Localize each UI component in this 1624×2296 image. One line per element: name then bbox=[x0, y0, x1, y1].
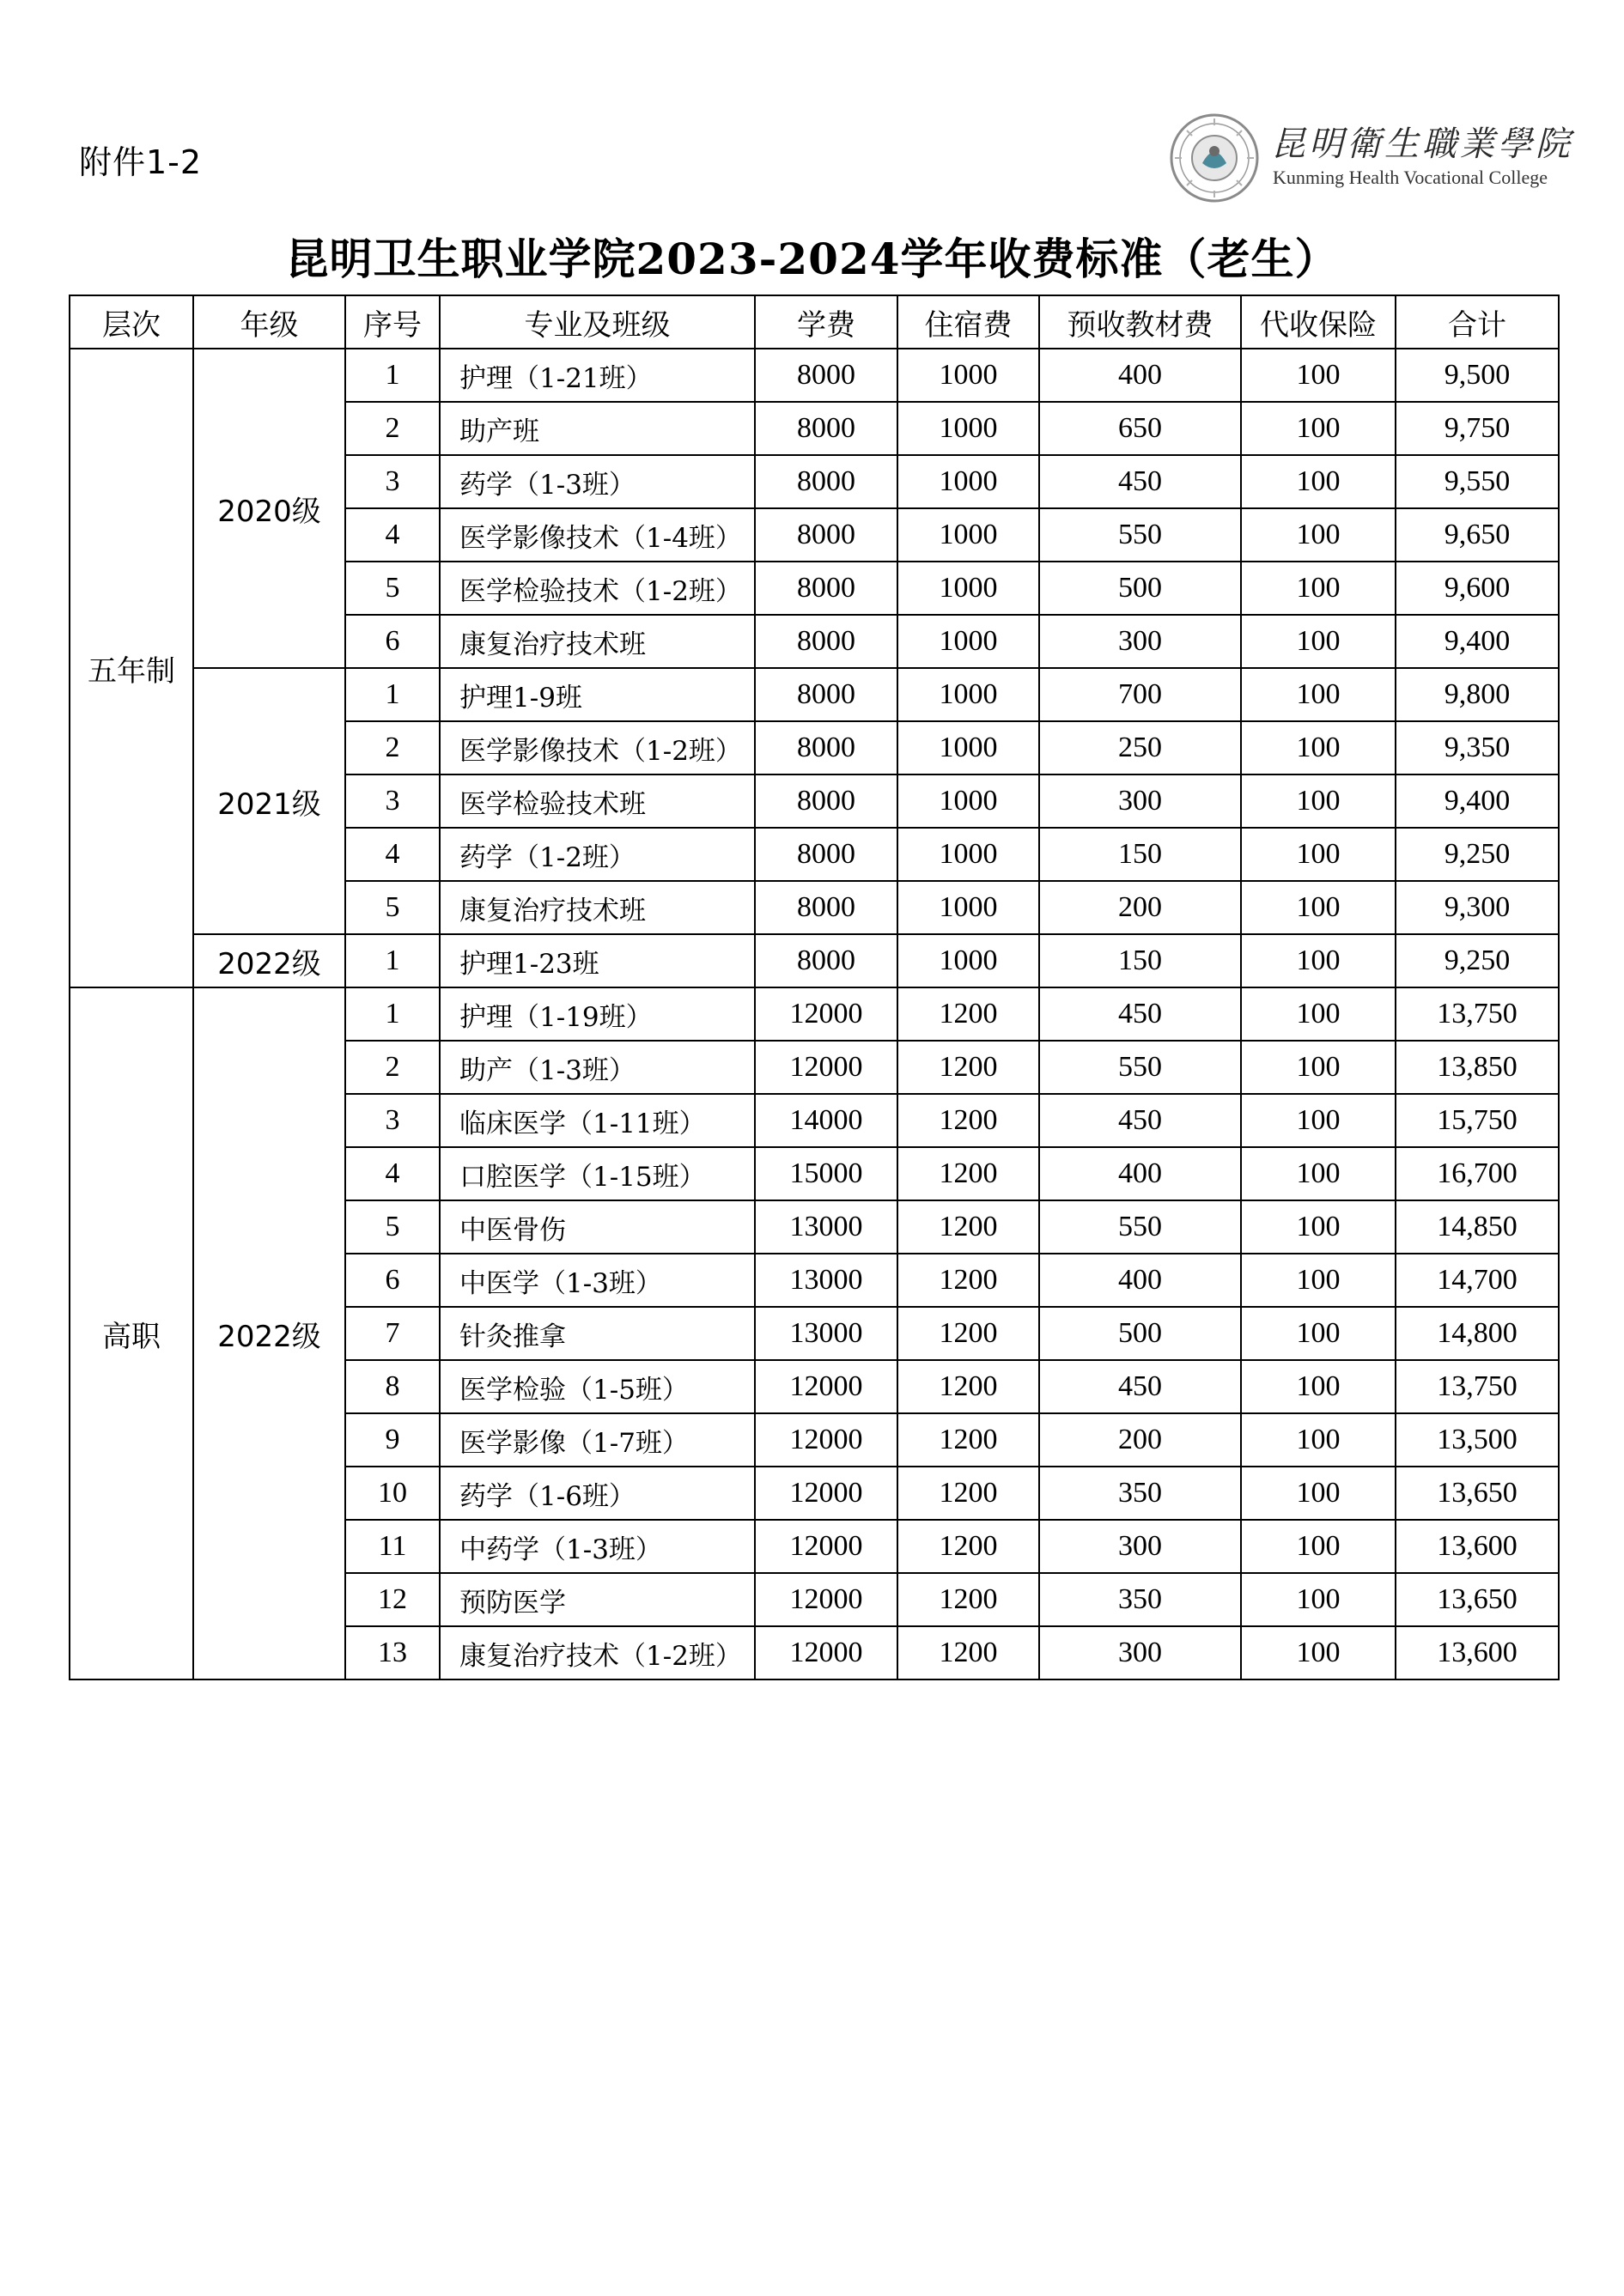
seq-cell: 11 bbox=[345, 1520, 440, 1573]
seq-cell: 12 bbox=[345, 1573, 440, 1626]
major-cell: 助产班 bbox=[440, 402, 755, 455]
header-textbook: 预收教材费 bbox=[1039, 295, 1241, 349]
table-header-row bbox=[70, 295, 1559, 349]
total-cell: 9,750 bbox=[1396, 402, 1559, 455]
major-cell: 药学（1-2班） bbox=[440, 828, 755, 881]
dorm-cell: 1200 bbox=[897, 1413, 1039, 1467]
dorm-cell: 1000 bbox=[897, 668, 1039, 721]
attachment-label: 附件1-2 bbox=[79, 143, 203, 181]
dorm-cell: 1200 bbox=[897, 987, 1039, 1041]
textbook-cell: 300 bbox=[1039, 1520, 1241, 1573]
seq-cell: 2 bbox=[345, 1041, 440, 1094]
major-cell: 针灸推拿 bbox=[440, 1307, 755, 1360]
textbook-cell: 500 bbox=[1039, 562, 1241, 615]
total-cell: 9,400 bbox=[1396, 615, 1559, 668]
total-cell: 14,700 bbox=[1396, 1254, 1559, 1307]
major-cell: 临床医学（1-11班） bbox=[440, 1094, 755, 1147]
dorm-cell: 1200 bbox=[897, 1626, 1039, 1679]
major-cell: 中医学（1-3班） bbox=[440, 1254, 755, 1307]
insurance-cell: 100 bbox=[1241, 934, 1396, 987]
table-row bbox=[70, 349, 1559, 402]
tuition-cell: 8000 bbox=[755, 668, 897, 721]
seq-cell: 3 bbox=[345, 774, 440, 828]
seq-cell: 1 bbox=[345, 987, 440, 1041]
textbook-cell: 200 bbox=[1039, 1413, 1241, 1467]
tuition-cell: 12000 bbox=[755, 1467, 897, 1520]
grade-cell: 2022级 bbox=[193, 987, 345, 1679]
seq-cell: 1 bbox=[345, 934, 440, 987]
major-cell: 中医骨伤 bbox=[440, 1200, 755, 1254]
insurance-cell: 100 bbox=[1241, 668, 1396, 721]
seq-cell: 1 bbox=[345, 349, 440, 402]
major-cell: 康复治疗技术班 bbox=[440, 881, 755, 934]
insurance-cell: 100 bbox=[1241, 881, 1396, 934]
insurance-cell: 100 bbox=[1241, 508, 1396, 562]
insurance-cell: 100 bbox=[1241, 1520, 1396, 1573]
tuition-cell: 13000 bbox=[755, 1307, 897, 1360]
textbook-cell: 350 bbox=[1039, 1573, 1241, 1626]
table-row bbox=[70, 668, 1559, 721]
tuition-cell: 12000 bbox=[755, 1041, 897, 1094]
tuition-cell: 12000 bbox=[755, 1360, 897, 1413]
grade-cell: 2020级 bbox=[193, 349, 345, 668]
total-cell: 13,650 bbox=[1396, 1573, 1559, 1626]
major-cell: 预防医学 bbox=[440, 1573, 755, 1626]
dorm-cell: 1000 bbox=[897, 349, 1039, 402]
insurance-cell: 100 bbox=[1241, 828, 1396, 881]
seq-cell: 3 bbox=[345, 1094, 440, 1147]
grade-cell: 2021级 bbox=[193, 668, 345, 934]
seq-cell: 4 bbox=[345, 1147, 440, 1200]
total-cell: 13,650 bbox=[1396, 1467, 1559, 1520]
seq-cell: 2 bbox=[345, 721, 440, 774]
header-insurance: 代收保险 bbox=[1241, 295, 1396, 349]
tuition-cell: 14000 bbox=[755, 1094, 897, 1147]
dorm-cell: 1000 bbox=[897, 828, 1039, 881]
seq-cell: 9 bbox=[345, 1413, 440, 1467]
tuition-cell: 8000 bbox=[755, 349, 897, 402]
seq-cell: 5 bbox=[345, 562, 440, 615]
dorm-cell: 1200 bbox=[897, 1147, 1039, 1200]
page-title: 昆明卫生职业学院2023-2024学年收费标准（老生） bbox=[285, 234, 1339, 284]
textbook-cell: 200 bbox=[1039, 881, 1241, 934]
insurance-cell: 100 bbox=[1241, 774, 1396, 828]
college-logo bbox=[1168, 112, 1573, 206]
textbook-cell: 350 bbox=[1039, 1467, 1241, 1520]
dorm-cell: 1200 bbox=[897, 1094, 1039, 1147]
total-cell: 13,850 bbox=[1396, 1041, 1559, 1094]
table-row bbox=[70, 987, 1559, 1041]
total-cell: 9,250 bbox=[1396, 934, 1559, 987]
insurance-cell: 100 bbox=[1241, 402, 1396, 455]
major-cell: 中药学（1-3班） bbox=[440, 1520, 755, 1573]
major-cell: 药学（1-3班） bbox=[440, 455, 755, 508]
dorm-cell: 1000 bbox=[897, 615, 1039, 668]
dorm-cell: 1200 bbox=[897, 1467, 1039, 1520]
table-row bbox=[70, 934, 1559, 987]
insurance-cell: 100 bbox=[1241, 1626, 1396, 1679]
tuition-cell: 8000 bbox=[755, 934, 897, 987]
tuition-cell: 8000 bbox=[755, 881, 897, 934]
insurance-cell: 100 bbox=[1241, 455, 1396, 508]
insurance-cell: 100 bbox=[1241, 1254, 1396, 1307]
total-cell: 13,600 bbox=[1396, 1626, 1559, 1679]
seq-cell: 6 bbox=[345, 615, 440, 668]
college-seal-icon bbox=[1168, 112, 1261, 204]
tuition-cell: 12000 bbox=[755, 987, 897, 1041]
tuition-cell: 13000 bbox=[755, 1200, 897, 1254]
major-cell: 医学影像（1-7班） bbox=[440, 1413, 755, 1467]
header-grade: 年级 bbox=[193, 295, 345, 349]
total-cell: 9,600 bbox=[1396, 562, 1559, 615]
dorm-cell: 1200 bbox=[897, 1360, 1039, 1413]
textbook-cell: 400 bbox=[1039, 349, 1241, 402]
textbook-cell: 450 bbox=[1039, 1094, 1241, 1147]
total-cell: 9,500 bbox=[1396, 349, 1559, 402]
major-cell: 康复治疗技术班 bbox=[440, 615, 755, 668]
seq-cell: 4 bbox=[345, 828, 440, 881]
tuition-cell: 8000 bbox=[755, 721, 897, 774]
dorm-cell: 1000 bbox=[897, 455, 1039, 508]
fee-table bbox=[69, 295, 1560, 1680]
header-level: 层次 bbox=[70, 295, 193, 349]
tuition-cell: 8000 bbox=[755, 402, 897, 455]
seq-cell: 3 bbox=[345, 455, 440, 508]
tuition-cell: 12000 bbox=[755, 1520, 897, 1573]
textbook-cell: 550 bbox=[1039, 508, 1241, 562]
tuition-cell: 8000 bbox=[755, 774, 897, 828]
textbook-cell: 450 bbox=[1039, 1360, 1241, 1413]
major-cell: 康复治疗技术（1-2班） bbox=[440, 1626, 755, 1679]
header-major: 专业及班级 bbox=[440, 295, 755, 349]
textbook-cell: 400 bbox=[1039, 1147, 1241, 1200]
dorm-cell: 1000 bbox=[897, 881, 1039, 934]
seq-cell: 6 bbox=[345, 1254, 440, 1307]
insurance-cell: 100 bbox=[1241, 1041, 1396, 1094]
insurance-cell: 100 bbox=[1241, 1147, 1396, 1200]
level-cell: 五年制 bbox=[70, 349, 193, 987]
dorm-cell: 1000 bbox=[897, 508, 1039, 562]
college-name-calligraphy: 昆明衛生職業學院 bbox=[1271, 125, 1573, 164]
tuition-cell: 8000 bbox=[755, 828, 897, 881]
dorm-cell: 1200 bbox=[897, 1041, 1039, 1094]
total-cell: 9,550 bbox=[1396, 455, 1559, 508]
seq-cell: 1 bbox=[345, 668, 440, 721]
major-cell: 口腔医学（1-15班） bbox=[440, 1147, 755, 1200]
tuition-cell: 12000 bbox=[755, 1626, 897, 1679]
total-cell: 15,750 bbox=[1396, 1094, 1559, 1147]
seq-cell: 7 bbox=[345, 1307, 440, 1360]
dorm-cell: 1000 bbox=[897, 774, 1039, 828]
dorm-cell: 1000 bbox=[897, 721, 1039, 774]
textbook-cell: 150 bbox=[1039, 828, 1241, 881]
dorm-cell: 1200 bbox=[897, 1520, 1039, 1573]
textbook-cell: 250 bbox=[1039, 721, 1241, 774]
insurance-cell: 100 bbox=[1241, 987, 1396, 1041]
total-cell: 13,750 bbox=[1396, 987, 1559, 1041]
major-cell: 护理（1-19班） bbox=[440, 987, 755, 1041]
major-cell: 医学影像技术（1-2班） bbox=[440, 721, 755, 774]
major-cell: 医学检验技术（1-2班） bbox=[440, 562, 755, 615]
total-cell: 9,300 bbox=[1396, 881, 1559, 934]
dorm-cell: 1000 bbox=[897, 562, 1039, 615]
header-seq: 序号 bbox=[345, 295, 440, 349]
total-cell: 9,350 bbox=[1396, 721, 1559, 774]
total-cell: 14,850 bbox=[1396, 1200, 1559, 1254]
textbook-cell: 550 bbox=[1039, 1041, 1241, 1094]
college-name-english: Kunming Health Vocational College bbox=[1273, 167, 1548, 188]
tuition-cell: 12000 bbox=[755, 1413, 897, 1467]
insurance-cell: 100 bbox=[1241, 1573, 1396, 1626]
insurance-cell: 100 bbox=[1241, 1200, 1396, 1254]
textbook-cell: 300 bbox=[1039, 774, 1241, 828]
textbook-cell: 550 bbox=[1039, 1200, 1241, 1254]
major-cell: 药学（1-6班） bbox=[440, 1467, 755, 1520]
total-cell: 16,700 bbox=[1396, 1147, 1559, 1200]
textbook-cell: 650 bbox=[1039, 402, 1241, 455]
total-cell: 13,500 bbox=[1396, 1413, 1559, 1467]
dorm-cell: 1200 bbox=[897, 1307, 1039, 1360]
major-cell: 护理（1-21班） bbox=[440, 349, 755, 402]
total-cell: 9,800 bbox=[1396, 668, 1559, 721]
total-cell: 13,600 bbox=[1396, 1520, 1559, 1573]
tuition-cell: 8000 bbox=[755, 615, 897, 668]
seq-cell: 2 bbox=[345, 402, 440, 455]
major-cell: 医学检验技术班 bbox=[440, 774, 755, 828]
tuition-cell: 13000 bbox=[755, 1254, 897, 1307]
textbook-cell: 700 bbox=[1039, 668, 1241, 721]
tuition-cell: 8000 bbox=[755, 508, 897, 562]
textbook-cell: 150 bbox=[1039, 934, 1241, 987]
total-cell: 14,800 bbox=[1396, 1307, 1559, 1360]
insurance-cell: 100 bbox=[1241, 1413, 1396, 1467]
insurance-cell: 100 bbox=[1241, 562, 1396, 615]
major-cell: 助产（1-3班） bbox=[440, 1041, 755, 1094]
textbook-cell: 300 bbox=[1039, 615, 1241, 668]
insurance-cell: 100 bbox=[1241, 1307, 1396, 1360]
seq-cell: 10 bbox=[345, 1467, 440, 1520]
seq-cell: 5 bbox=[345, 881, 440, 934]
insurance-cell: 100 bbox=[1241, 349, 1396, 402]
seq-cell: 13 bbox=[345, 1626, 440, 1679]
dorm-cell: 1000 bbox=[897, 934, 1039, 987]
header-dorm: 住宿费 bbox=[897, 295, 1039, 349]
insurance-cell: 100 bbox=[1241, 1360, 1396, 1413]
dorm-cell: 1200 bbox=[897, 1254, 1039, 1307]
insurance-cell: 100 bbox=[1241, 1467, 1396, 1520]
level-cell: 高职 bbox=[70, 987, 193, 1679]
insurance-cell: 100 bbox=[1241, 721, 1396, 774]
total-cell: 9,650 bbox=[1396, 508, 1559, 562]
total-cell: 13,750 bbox=[1396, 1360, 1559, 1413]
major-cell: 护理1-23班 bbox=[440, 934, 755, 987]
dorm-cell: 1200 bbox=[897, 1573, 1039, 1626]
dorm-cell: 1000 bbox=[897, 402, 1039, 455]
tuition-cell: 15000 bbox=[755, 1147, 897, 1200]
major-cell: 护理1-9班 bbox=[440, 668, 755, 721]
major-cell: 医学影像技术（1-4班） bbox=[440, 508, 755, 562]
textbook-cell: 450 bbox=[1039, 455, 1241, 508]
insurance-cell: 100 bbox=[1241, 1094, 1396, 1147]
insurance-cell: 100 bbox=[1241, 615, 1396, 668]
header-tuition: 学费 bbox=[755, 295, 897, 349]
seq-cell: 8 bbox=[345, 1360, 440, 1413]
seq-cell: 5 bbox=[345, 1200, 440, 1254]
tuition-cell: 12000 bbox=[755, 1573, 897, 1626]
total-cell: 9,250 bbox=[1396, 828, 1559, 881]
total-cell: 9,400 bbox=[1396, 774, 1559, 828]
textbook-cell: 500 bbox=[1039, 1307, 1241, 1360]
tuition-cell: 8000 bbox=[755, 455, 897, 508]
textbook-cell: 300 bbox=[1039, 1626, 1241, 1679]
major-cell: 医学检验（1-5班） bbox=[440, 1360, 755, 1413]
dorm-cell: 1200 bbox=[897, 1200, 1039, 1254]
textbook-cell: 450 bbox=[1039, 987, 1241, 1041]
seq-cell: 4 bbox=[345, 508, 440, 562]
grade-cell: 2022级 bbox=[193, 934, 345, 987]
header-total: 合计 bbox=[1396, 295, 1559, 349]
textbook-cell: 400 bbox=[1039, 1254, 1241, 1307]
tuition-cell: 8000 bbox=[755, 562, 897, 615]
